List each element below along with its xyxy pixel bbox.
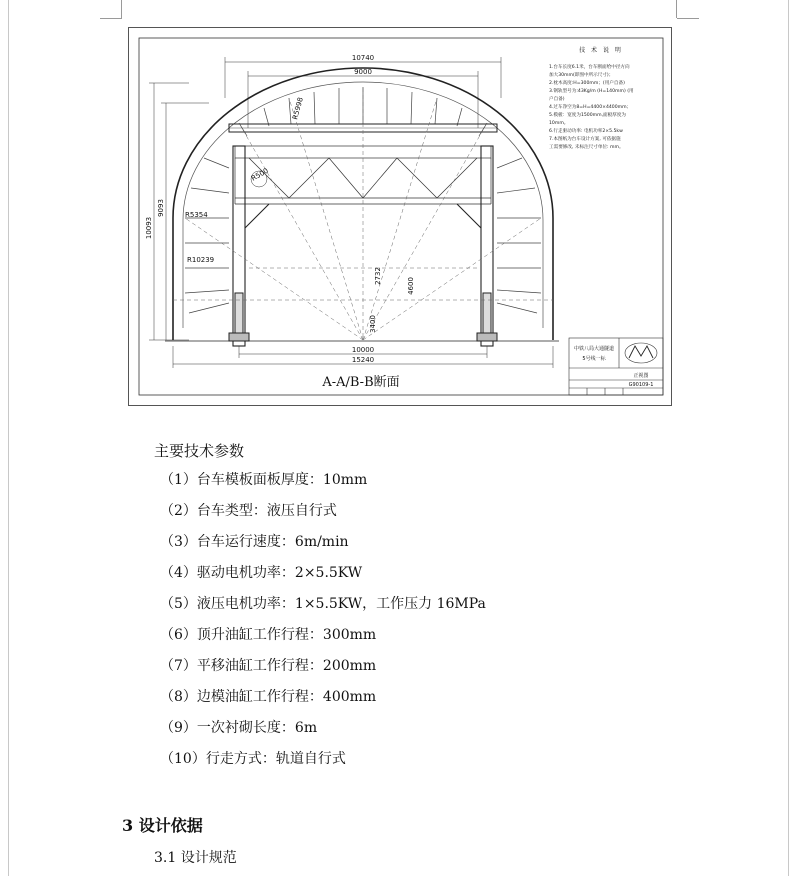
note-line: 7.本图纸为台车设计方案, 可依据施 (549, 137, 621, 142)
title-block-drawing-name: 正视图 (633, 373, 649, 379)
drawing-caption: A-A/B-B断面 (322, 375, 400, 390)
margin-mark-right-h (677, 18, 699, 19)
title-block-project-sub: 5号线一标 (582, 356, 606, 362)
note-line: 户自备) (549, 97, 565, 102)
title-block-drawing-no: G90109-1 (628, 382, 654, 388)
margin-mark-right (676, 0, 677, 18)
subsection-heading: 3.1 设计规范 (154, 850, 237, 866)
note-line: 1.台车长度6.1米，台车断面给中径方向 (549, 65, 630, 70)
param-item: （6）顶升油缸工作行程：300mm (160, 627, 377, 643)
section-heading: 3 设计依据 (122, 816, 203, 835)
param-item: （3）台车运行速度：6m/min (160, 534, 349, 550)
label-center-height: 2732 (374, 267, 382, 285)
label-side-height: 4600 (407, 277, 415, 295)
note-line: 3.钢轨型号为:43Kg/m (H=140mm) (用 (549, 89, 634, 94)
param-item: （8）边模油缸工作行程：400mm (160, 689, 377, 705)
param-item: （7）平移油缸工作行程：200mm (160, 658, 377, 674)
dim-left-outer: 10093 (145, 216, 153, 240)
dim-top-outer: 10740 (351, 54, 375, 62)
margin-mark-left-h (100, 18, 122, 19)
label-radius-side: R5354 (185, 211, 208, 219)
label-radius-lower: R10239 (187, 256, 215, 264)
param-item: （1）台车模板面板厚度：10mm (160, 472, 368, 488)
label-radius-crown: R5998 (291, 96, 305, 121)
param-item: （5）液压电机功率：1×5.5KW，工作压力 16MPa (160, 596, 486, 612)
dim-left-inner: 9093 (157, 199, 165, 217)
page-left-edge (8, 0, 9, 876)
page-right-edge (788, 0, 789, 876)
note-line: 工需要修改, 未标注尺寸单位: mm。 (549, 145, 624, 150)
param-item: （4）驱动电机功率：2×5.5KW (160, 565, 363, 581)
technical-notes (549, 46, 634, 150)
title-block-project: 中铁八局大通隧道 (573, 346, 615, 352)
param-item: （2）台车类型：液压自行式 (160, 503, 337, 519)
dim-bottom-outer: 15240 (351, 356, 375, 364)
svg-text:技 术 说 明: 技 术 说 明 (579, 47, 623, 54)
note-line: 加大30mm(即图中所示尺寸)； (549, 73, 614, 78)
label-bottom-mark: 3400 (369, 315, 377, 333)
construction-lines (173, 88, 553, 340)
margin-mark-left (121, 0, 122, 18)
param-item: （9）一次衬砌长度：6m (160, 720, 318, 736)
dim-bottom-inner: 10000 (351, 346, 375, 354)
note-line: 6.行走驱动功率: 电机功率2×5.5kw (549, 129, 623, 134)
params-title: 主要技术参数 (154, 442, 245, 460)
note-line: 10mm。 (549, 121, 569, 126)
note-line: 2.枕木高度:H=300mm；(用户自备) (549, 81, 625, 86)
label-radius-small: R500 (250, 166, 270, 183)
engineering-drawing (128, 27, 672, 406)
note-line: 4.过车净空为8=H=4400×4400mm； (549, 105, 632, 110)
note-line: 5.模板：宽度为1500mm,面板厚度为 (549, 113, 627, 118)
param-item: （10）行走方式：轨道自行式 (160, 751, 346, 767)
dim-top-inner: 9000 (354, 68, 372, 76)
